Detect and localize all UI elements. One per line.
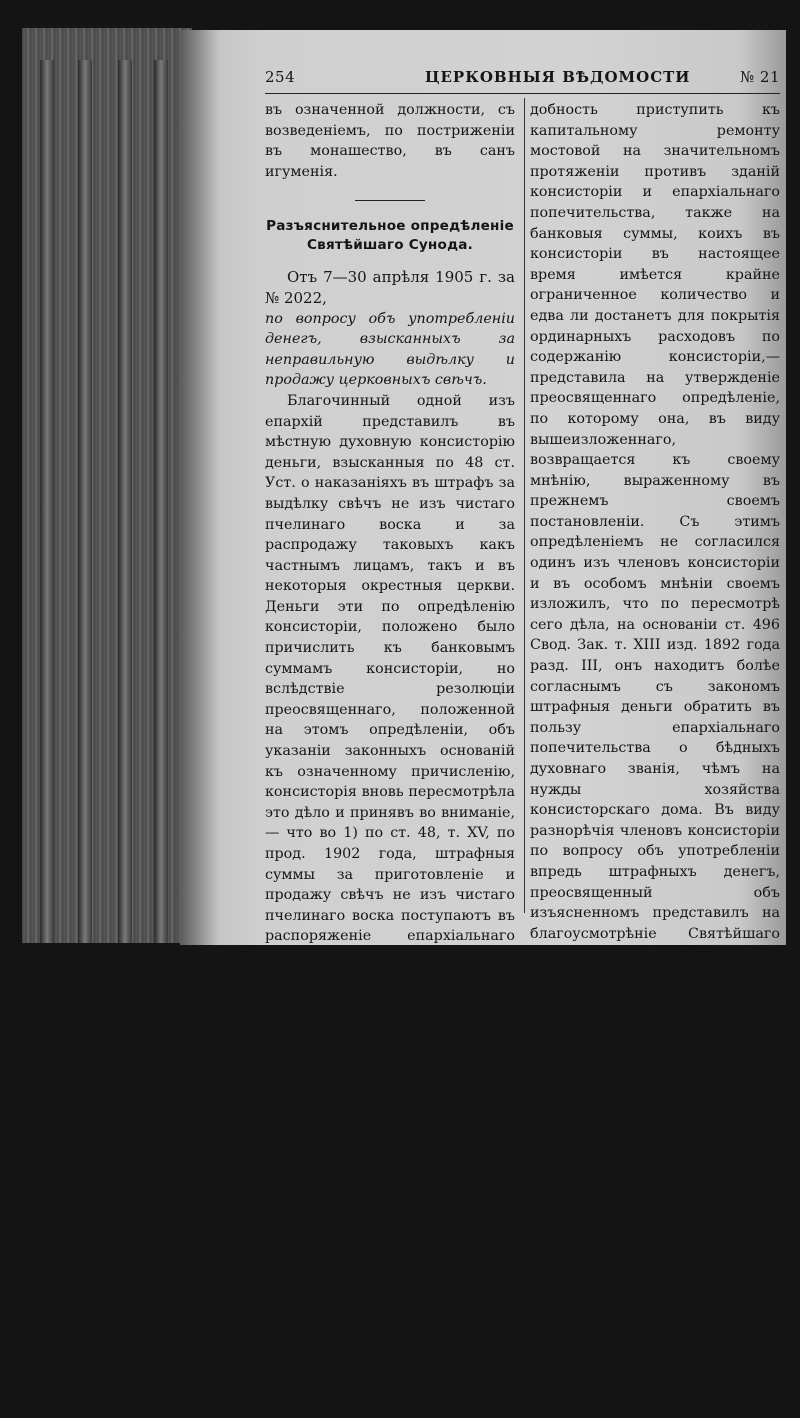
book-page-edges [22, 28, 192, 943]
page-edge-band [154, 60, 168, 943]
page-gutter-shadow [180, 30, 220, 945]
left-column [265, 100, 515, 1318]
column-divider [524, 98, 525, 913]
issue-number: № 21 [739, 68, 780, 86]
header-rule [265, 93, 780, 94]
right-column [530, 100, 780, 1418]
dateline: Отъ 7—30 апрѣля 1905 г. за № 2022, [265, 268, 515, 307]
page-edge-band [40, 60, 54, 943]
book-page [180, 30, 786, 1416]
continuation-paragraph: въ означенной должности, съ возведеніемъ, по постриженіи въ монашество, въ санъ игуменія. [265, 102, 515, 180]
page-edge-band [118, 60, 132, 943]
subject-line: по вопросу объ употребленіи денегъ, взысканныхъ за неправильную выдѣлку и продажу церковныхъ свѣчъ. [265, 310, 515, 389]
section-separator [355, 200, 425, 201]
section-title: Разъяснительное опредѣленіе Святѣйшаго Сунода. [266, 218, 514, 254]
running-header [265, 68, 780, 92]
page-number: 254 [265, 68, 296, 86]
body-paragraph-continued: добность приступить къ капитальному ремонту мостовой на значительномъ протяженіи противъ зданій консисторіи и епархіальнаго попечительства, также на банковыя суммы, коихъ въ консисторіи въ настоящее время имѣется крайне ограниченное количество и едва ли достанетъ для покрытія ординарныхъ расходовъ по содержанію консисторіи,—представила на утвержденіе преосвященнаго опредѣленіе, по которому она, въ виду вышеизложеннаго, возвращается къ своему мнѣнію, выраженному въ прежнемъ своемъ постановленіи. Съ этимъ опредѣленіемъ не согласился одинъ изъ членовъ консисторіи и въ особомъ мнѣніи своемъ изложилъ, что по пересмотрѣ сего дѣла, на основаніи ст. 496 Свод. Зак. т. XIII изд. 1892 года разд. III, онъ находитъ болѣе согласнымъ съ закономъ штрафныя деньги обратить въ пользу епархіальнаго попечительства о бѣдныхъ духовнаго званія, чѣмъ на нужды хозяйства консисторскаго дома. Въ виду разнорѣчія членовъ консисторіи по вопросу объ употребленіи впредь штрафныхъ денегъ, преосвященный объ изъясненномъ представилъ на благоусмотрѣніе Святѣйшаго Сунода.—Обсудивъ изложенное и принявъ во вниманіе, что по закону въ распоряженіе епархіальнаго начальства передаются только конфискованныя свѣчи, выдѣланныя не изъ чистаго пчелинаго воска, денежныя же взысканія, налагаемыя по суду за изготовленіе, храненіе для продажи или продажу таковыхъ свѣчъ, обращаются въ пользу духовнаго вѣдомства, и что по 496 ст. Уст. о обществ. призр. т. XIII изд. 1892 года штрафныя деньги, взыскиваемыя по духовному вѣдомству, отнесены къ постояннымъ и опредѣлительнымъ средствамъ призрѣнія бѣдныхъ сего вѣдомства, Святѣйшій Сунодъ нашелъ указанное постановленіе [530, 102, 780, 1416]
body-paragraph: Благочинный одной изъ епархій представилъ въ мѣстную духовную консисторію деньги, взысканныя по 48 ст. Уст. о наказаніяхъ въ штрафъ за выдѣлку свѣчъ не изъ чистаго пчелинаго воска и за распродажу таковыхъ какъ частнымъ лицамъ, такъ и въ некоторыя окрестныя церкви. Деньги эти по опредѣленію консисторіи, положено было причислить къ банковымъ суммамъ консисторіи, но вслѣдствіе резолюціи преосвященнаго, положенной на этомъ опредѣленіи, объ указаніи законныхъ основаній къ означенному причисленію, консисторія вновь пересмотрѣла это дѣло и принявъ во вниманіе, — что во 1) по ст. 48, т. XV, по прод. 1902 года, штрафныя суммы за приготовленіе и продажу свѣчъ не изъ чистаго пчелинаго воска поступаютъ въ распоряженіе епархіальнаго начальства, а на что именно, не указано, слѣдовательно отъ усмотрѣнія послѣдняго и зависитъ дать имъ то или другое назначеніе, и 2) что по обстоятельствамъ военнаго времени консисторія изготовила на банковыя суммы нѣсколько деревянныхъ обитыхъ цинкомъ сундуковъ для укладки церковной утвари для священниковъ военныхъ лазаретовъ, выдаетъ жалованье ушедшему на войну канцелярскому служителю, и кромѣ сего по требованію полиціи настоитъ неотложная на- [265, 392, 515, 1316]
page-edge-band [78, 60, 92, 943]
journal-title: ЦЕРКОВНЫЯ ВѢДОМОСТИ [425, 68, 691, 86]
